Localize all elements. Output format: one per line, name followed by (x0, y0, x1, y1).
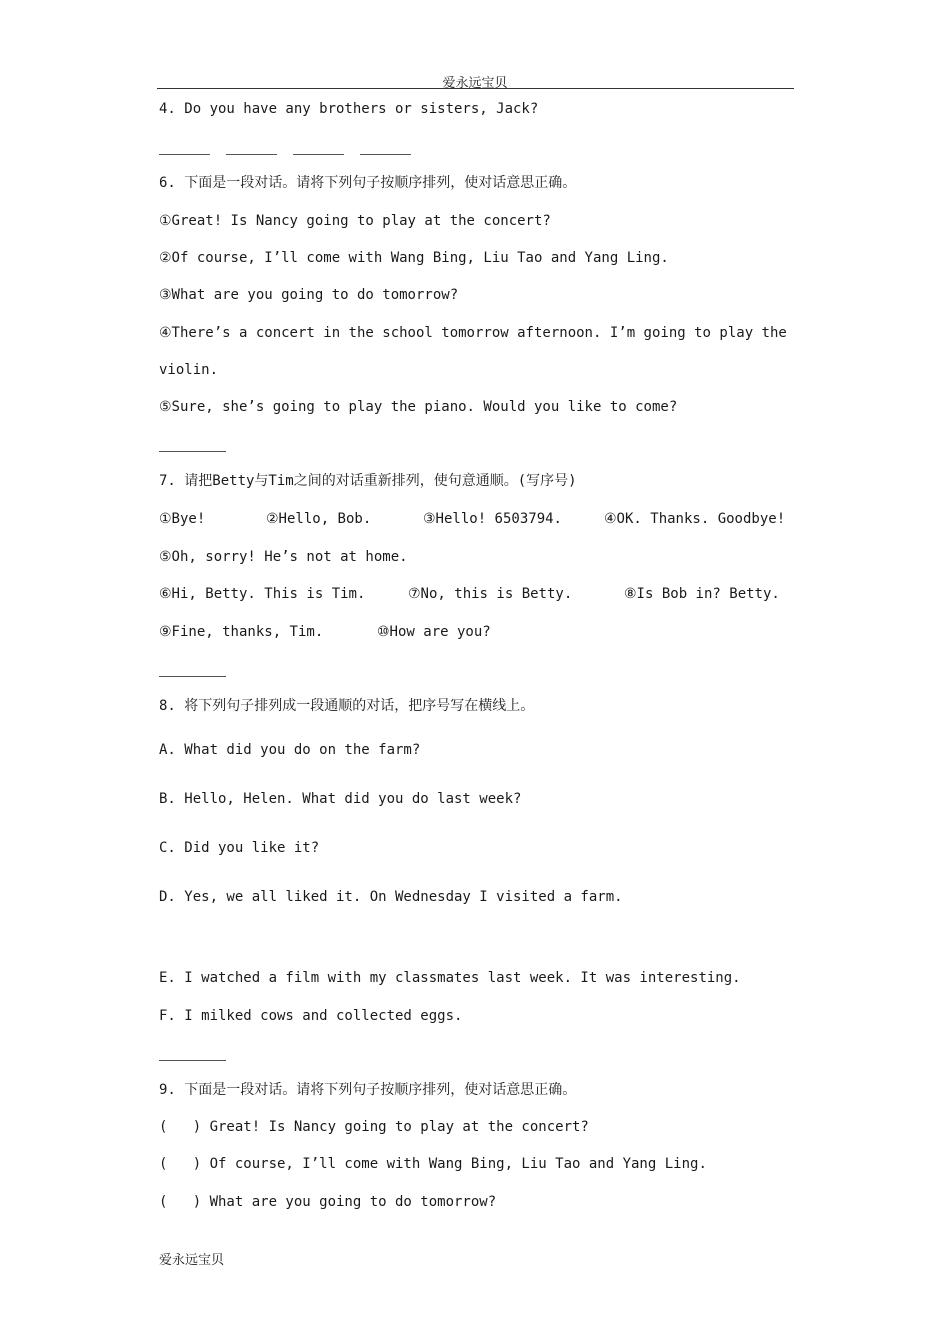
question-7-option: ⑧Is Bob in? Betty. (624, 586, 780, 602)
question-8-item: A. What did you do on the farm? (159, 742, 421, 758)
question-6-item: violin. (159, 362, 219, 378)
answer-blank-q6[interactable] (159, 451, 226, 452)
question-8-instruction: 8. 将下列句子排列成一段通顺的对话，把序号写在横线上。 (159, 698, 535, 714)
question-6-item: ④There’s a concert in the school tomorrow afternoon. I’m going to play the (159, 325, 787, 341)
question-8-item: E. I watched a film with my classmates last week. It was interesting. (159, 970, 741, 986)
question-9-item: ( ) Of course, I’ll come with Wang Bing, Liu Tao and Yang Ling. (159, 1156, 707, 1172)
question-6-item: ①Great! Is Nancy going to play at the concert? (159, 213, 551, 229)
question-7-option: ⑨Fine, thanks, Tim. (159, 624, 324, 640)
answer-blank-q7[interactable] (159, 676, 226, 677)
answer-blank-3[interactable] (293, 154, 344, 155)
question-6-item: ②Of course, I’ll come with Wang Bing, Liu Tao and Yang Ling. (159, 250, 669, 266)
header-divider (157, 88, 794, 89)
answer-blank-4[interactable] (360, 154, 411, 155)
question-8-item: F. I milked cows and collected eggs. (159, 1008, 463, 1024)
answer-blank-2[interactable] (226, 154, 277, 155)
question-4-text: 4. Do you have any brothers or sisters, Jack? (159, 101, 539, 117)
answer-blank-q8[interactable] (159, 1060, 226, 1061)
question-6-item: ⑤Sure, she’s going to play the piano. Would you like to come? (159, 399, 678, 415)
question-7-instruction: 7. 请把Betty与Tim之间的对话重新排列，使句意通顺。(写序号) (159, 473, 577, 489)
question-9-item: ( ) What are you going to do tomorrow? (159, 1194, 497, 1210)
header-title: 爱永远宝贝 (442, 76, 508, 91)
question-7-option: ④OK. Thanks. Goodbye! (604, 511, 786, 527)
question-9-instruction: 9. 下面是一段对话。请将下列句子按顺序排列，使对话意思正确。 (159, 1082, 577, 1098)
question-6-item: ③What are you going to do tomorrow? (159, 287, 459, 303)
footer-title: 爱永远宝贝 (159, 1253, 225, 1268)
question-8-item: B. Hello, Helen. What did you do last week? (159, 791, 522, 807)
question-7-option: ⑩How are you? (377, 624, 491, 640)
question-8-item: D. Yes, we all liked it. On Wednesday I visited a farm. (159, 889, 623, 905)
question-7-option: ⑤Oh, sorry! He’s not at home. (159, 549, 408, 565)
question-7-option: ⑥Hi, Betty. This is Tim. (159, 586, 366, 602)
question-7-option: ⑦No, this is Betty. (408, 586, 573, 602)
question-9-item: ( ) Great! Is Nancy going to play at the concert? (159, 1119, 589, 1135)
question-7-option: ③Hello! 6503794. (423, 511, 562, 527)
question-6-instruction: 6. 下面是一段对话。请将下列句子按顺序排列，使对话意思正确。 (159, 175, 577, 191)
question-7-option: ②Hello, Bob. (266, 511, 372, 527)
answer-blank-1[interactable] (159, 154, 210, 155)
question-7-option: ①Bye! (159, 511, 206, 527)
question-8-item: C. Did you like it? (159, 840, 320, 856)
